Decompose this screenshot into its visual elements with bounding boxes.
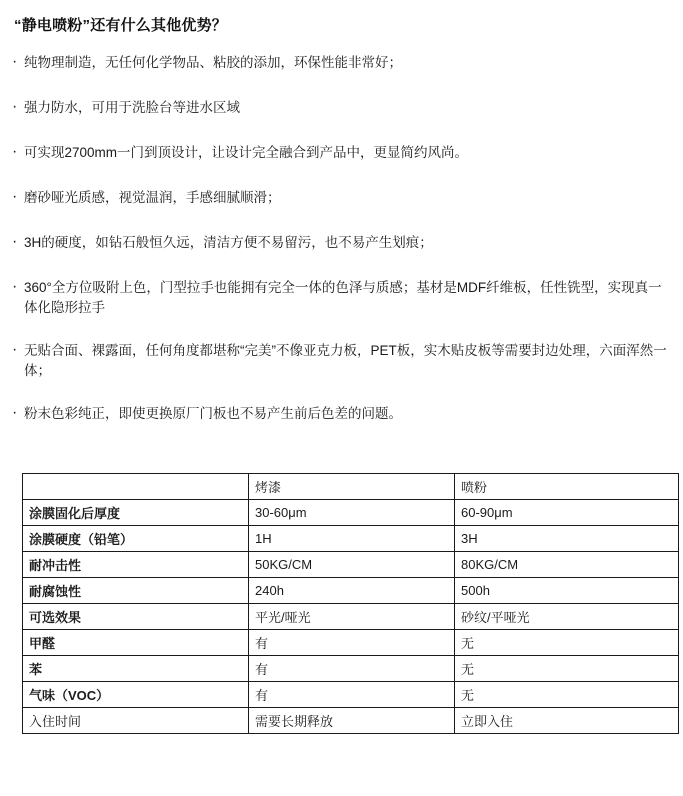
table-cell: 50KG/CM xyxy=(249,552,455,578)
table-row xyxy=(23,630,679,656)
table-row xyxy=(23,682,679,708)
table-cell: 涂膜固化后厚度 xyxy=(23,500,249,526)
table-cell: 立即入住 xyxy=(455,708,679,734)
list-item: · 纯物理制造，无任何化学物品、粘胶的添加，环保性能非常好； xyxy=(10,53,673,73)
table-cell: 有 xyxy=(249,682,455,708)
table-cell: 无 xyxy=(455,630,679,656)
table-cell: 甲醛 xyxy=(23,630,249,656)
table-cell: 涂膜硬度（铅笔） xyxy=(23,526,249,552)
advantages-list xyxy=(10,53,673,424)
list-item: · 可实现2700mm一门到顶设计，让设计完全融合到产品中，更显简约风尚。 xyxy=(10,143,673,163)
comparison-table xyxy=(22,473,679,734)
page-title: “静电喷粉”还有什么其他优势？ xyxy=(14,17,228,34)
list-item: · 无贴合面、裸露面，任何角度都堪称“完美”不像亚克力板，PET板，实木贴皮板等需要封边处理，六面浑然一体； xyxy=(10,341,673,381)
table-row xyxy=(23,656,679,682)
table-cell: 无 xyxy=(455,682,679,708)
table-cell: 60-90μm xyxy=(455,500,679,526)
list-item: · 粉末色彩纯正，即使更换原厂门板也不易产生前后色差的问题。 xyxy=(10,404,673,424)
list-item: · 强力防水，可用于洗脸台等进水区域 xyxy=(10,98,673,118)
table-cell: 3H xyxy=(455,526,679,552)
table-cell: 240h xyxy=(249,578,455,604)
table-cell: 耐腐蚀性 xyxy=(23,578,249,604)
table-header-cell: 喷粉 xyxy=(455,474,679,500)
table-row xyxy=(23,578,679,604)
table-header-cell xyxy=(23,474,249,500)
table-cell: 苯 xyxy=(23,656,249,682)
table-cell: 500h xyxy=(455,578,679,604)
list-item: · 3H的硬度，如钻石般恒久远，清洁方便不易留污，也不易产生划痕； xyxy=(10,233,673,253)
table-row xyxy=(23,500,679,526)
table-cell: 入住时间 xyxy=(23,708,249,734)
table-cell: 无 xyxy=(455,656,679,682)
table-cell: 耐冲击性 xyxy=(23,552,249,578)
table-cell: 砂纹/平哑光 xyxy=(455,604,679,630)
list-item: · 360°全方位吸附上色，门型拉手也能拥有完全一体的色泽与质感；基材是MDF纤维板，任性铣型，实现真一体化隐形拉手 xyxy=(10,278,673,318)
section-spacer xyxy=(10,449,673,465)
table-row xyxy=(23,526,679,552)
table-cell: 可选效果 xyxy=(23,604,249,630)
table-cell: 30-60μm xyxy=(249,500,455,526)
table-cell: 有 xyxy=(249,656,455,682)
table-cell: 需要长期释放 xyxy=(249,708,455,734)
table-row xyxy=(23,708,679,734)
table-cell: 平光/哑光 xyxy=(249,604,455,630)
table-row xyxy=(23,604,679,630)
table-cell: 80KG/CM xyxy=(455,552,679,578)
table-cell: 气味（VOC） xyxy=(23,682,249,708)
table-header-row xyxy=(23,474,679,500)
table-row xyxy=(23,552,679,578)
table-cell: 1H xyxy=(249,526,455,552)
table-cell: 有 xyxy=(249,630,455,656)
list-item: · 磨砂哑光质感，视觉温润，手感细腻顺滑； xyxy=(10,188,673,208)
table-header-cell: 烤漆 xyxy=(249,474,455,500)
